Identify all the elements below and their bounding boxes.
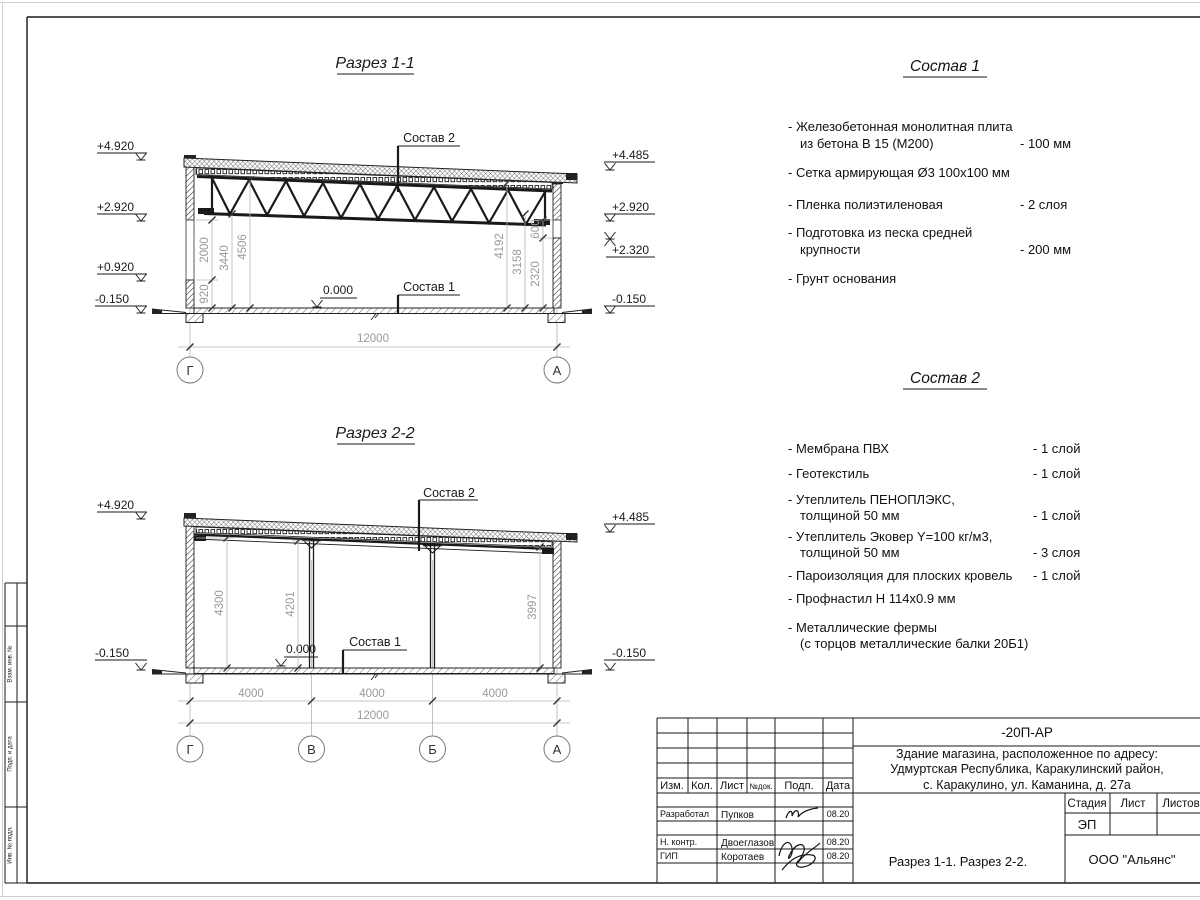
sostav2-list [788, 370, 1081, 651]
wall-right [551, 180, 563, 308]
svg-text:0.000: 0.000 [285, 642, 317, 656]
svg-text:- Металлические фермы: - Металлические фермы [788, 620, 937, 635]
side-strip [5, 583, 27, 883]
col-list: Лист [720, 780, 744, 792]
svg-text:- 200 мм: - 200 мм [1020, 242, 1072, 257]
svg-text:4201: 4201 [285, 591, 297, 617]
svg-text:- Геотекстиль: - Геотекстиль [788, 466, 870, 481]
svg-text:+4.485: +4.485 [612, 148, 650, 162]
svg-text:2000: 2000 [199, 237, 211, 263]
row-name-2: Коротаев [721, 852, 765, 863]
svg-text:+4.485: +4.485 [612, 510, 650, 524]
object-line2: Удмуртская Республика, Каракулинский район, [890, 762, 1164, 776]
svg-text:- Мембрана ПВХ: - Мембрана ПВХ [788, 441, 889, 456]
svg-text:- 1 слой: - 1 слой [1033, 508, 1081, 523]
svg-text:- Утеплитель ПЕНОПЛЭКС,: - Утеплитель ПЕНОПЛЭКС, [788, 492, 955, 507]
row-name-1: Двоеглазов [721, 838, 775, 849]
svg-text:- 1 слой: - 1 слой [1033, 568, 1081, 583]
svg-text:920: 920 [199, 284, 211, 304]
svg-text:-0.150: -0.150 [612, 292, 647, 306]
svg-text:+0.920: +0.920 [97, 260, 135, 274]
wall-left [184, 155, 196, 308]
row-name-0: Пупков [721, 810, 754, 821]
col-izm: Изм. [660, 780, 684, 792]
sheets-label: Листов [1162, 798, 1200, 810]
svg-text:3440: 3440 [219, 245, 231, 271]
sostav2-title: Состав 2 [910, 370, 980, 387]
row-role-1: Н. контр. [660, 837, 698, 847]
svg-text:3158: 3158 [512, 249, 524, 275]
row-role-2: ГИП [660, 851, 678, 861]
vertical-dims-s2 [196, 535, 553, 672]
svg-text:12000: 12000 [357, 333, 389, 345]
section-2-title: Разрез 2-2 [335, 425, 415, 442]
vertical-dims-left-s1 [196, 177, 254, 312]
row-date-1: 08.20 [826, 837, 850, 847]
svg-text:- 2 слоя: - 2 слоя [1020, 197, 1068, 212]
svg-text:+2.920: +2.920 [97, 200, 135, 214]
wall-right-s2 [553, 536, 561, 668]
svg-text:Г: Г [186, 742, 194, 757]
sheet-label: Лист [1120, 798, 1146, 810]
span-dim-s1 [178, 333, 570, 351]
svg-text:А: А [552, 363, 562, 378]
strip-label-inv: Инв. № подл. [7, 826, 14, 864]
svg-text:В: В [307, 742, 316, 757]
col-podp: Подп. [784, 780, 814, 792]
svg-text:-0.150: -0.150 [95, 646, 130, 660]
svg-text:- Сетка армирующая Ø3 100х100: - Сетка армирующая Ø3 100х100 мм [788, 165, 1010, 180]
svg-text:толщиной 50 мм: толщиной 50 мм [800, 508, 900, 523]
svg-text:из бетона В 15 (М200): из бетона В 15 (М200) [800, 136, 934, 151]
strip-label-vzam: Взам. инв. № [7, 645, 14, 683]
svg-text:- 1 слой: - 1 слой [1033, 441, 1081, 456]
svg-text:толщиной 50 мм: толщиной 50 мм [800, 545, 900, 560]
svg-text:Б: Б [428, 742, 437, 757]
svg-text:-0.150: -0.150 [95, 292, 130, 306]
svg-text:0.000: 0.000 [322, 283, 354, 297]
svg-text:А: А [552, 742, 562, 757]
svg-text:600: 600 [530, 219, 542, 239]
svg-text:2320: 2320 [530, 261, 542, 287]
row-date-0: 08.20 [826, 809, 850, 819]
svg-text:- 3 слоя: - 3 слоя [1033, 545, 1081, 560]
svg-text:12000: 12000 [357, 710, 389, 722]
stage-label: Стадия [1067, 798, 1107, 810]
sostav1-title: Состав 1 [910, 58, 980, 75]
doc-number: -20П-АР [1001, 725, 1053, 740]
elevation-marks-right-s1 [604, 148, 655, 313]
svg-text:+2.320: +2.320 [612, 243, 650, 257]
section-2-2-drawing [95, 425, 655, 762]
svg-text:Состав 1: Состав 1 [349, 635, 401, 649]
svg-text:Г: Г [186, 363, 194, 378]
svg-text:-0.150: -0.150 [612, 646, 647, 660]
svg-text:- Подготовка из песка средней: - Подготовка из песка средней [788, 225, 973, 240]
svg-text:(с торцов металлические балки: (с торцов металлические балки 20Б1) [800, 636, 1029, 651]
strip-label-podp: Подп. и дата [7, 736, 14, 772]
svg-text:4000: 4000 [482, 688, 508, 700]
col-ndoc: №док. [749, 782, 773, 791]
row-role-0: Разработал [660, 809, 709, 819]
axis-bubbles-s2 [177, 736, 570, 762]
svg-text:- Утеплитель Эковер Y=100 кг/м: - Утеплитель Эковер Y=100 кг/м3, [788, 529, 993, 544]
wall-left-s2 [186, 519, 194, 668]
svg-text:- Пароизоляция для плоских кро: - Пароизоляция для плоских кровель [788, 568, 1013, 583]
section-1-1-drawing [95, 55, 655, 383]
object-line1: Здание магазина, расположенное по адресу: [896, 747, 1158, 761]
svg-text:+2.920: +2.920 [612, 200, 650, 214]
stage-value: ЭП [1077, 817, 1097, 832]
sheet-title: Разрез 1-1. Разрез 2-2. [888, 854, 1028, 869]
sostav1-list [788, 58, 1071, 286]
svg-text:4506: 4506 [237, 234, 249, 260]
row-date-2: 08.20 [826, 851, 850, 861]
signature-strokes [779, 808, 820, 870]
svg-text:4000: 4000 [359, 688, 385, 700]
svg-text:4192: 4192 [494, 233, 506, 259]
elevation-marks-left-s1 [95, 139, 147, 313]
svg-text:+4.920: +4.920 [97, 139, 135, 153]
svg-text:+4.920: +4.920 [97, 498, 135, 512]
svg-text:- 1 слой: - 1 слой [1033, 466, 1081, 481]
svg-text:- 100 мм: - 100 мм [1020, 136, 1072, 151]
bottom-dims-s2 [178, 688, 570, 727]
axis-bubbles-s1 [177, 357, 570, 383]
company-name: ООО "Альянс" [1088, 852, 1176, 867]
svg-text:4300: 4300 [214, 590, 226, 616]
zero-mark-s1 [312, 283, 358, 307]
section-1-title: Разрез 1-1 [335, 55, 415, 72]
svg-text:Состав 2: Состав 2 [403, 131, 455, 145]
svg-text:3997: 3997 [527, 594, 539, 620]
svg-text:Состав 1: Состав 1 [403, 280, 455, 294]
svg-text:- Пленка полиэтиленовая: - Пленка полиэтиленовая [788, 197, 943, 212]
title-block [657, 718, 1200, 883]
svg-text:крупности: крупности [800, 242, 861, 257]
col-kol: Кол. [691, 780, 713, 792]
col-data: Дата [825, 780, 851, 792]
svg-text:- Грунт основания: - Грунт основания [788, 271, 897, 286]
object-line3: с. Каракулино, ул. Каманина, д. 27а [923, 778, 1131, 792]
svg-text:Состав 2: Состав 2 [423, 486, 475, 500]
svg-text:4000: 4000 [238, 688, 264, 700]
svg-text:- Железобетонная монолитная п: - Железобетонная монолитная плита [788, 119, 1013, 134]
svg-text:- Профнастил Н 114х0.9 мм: - Профнастил Н 114х0.9 мм [788, 591, 956, 606]
